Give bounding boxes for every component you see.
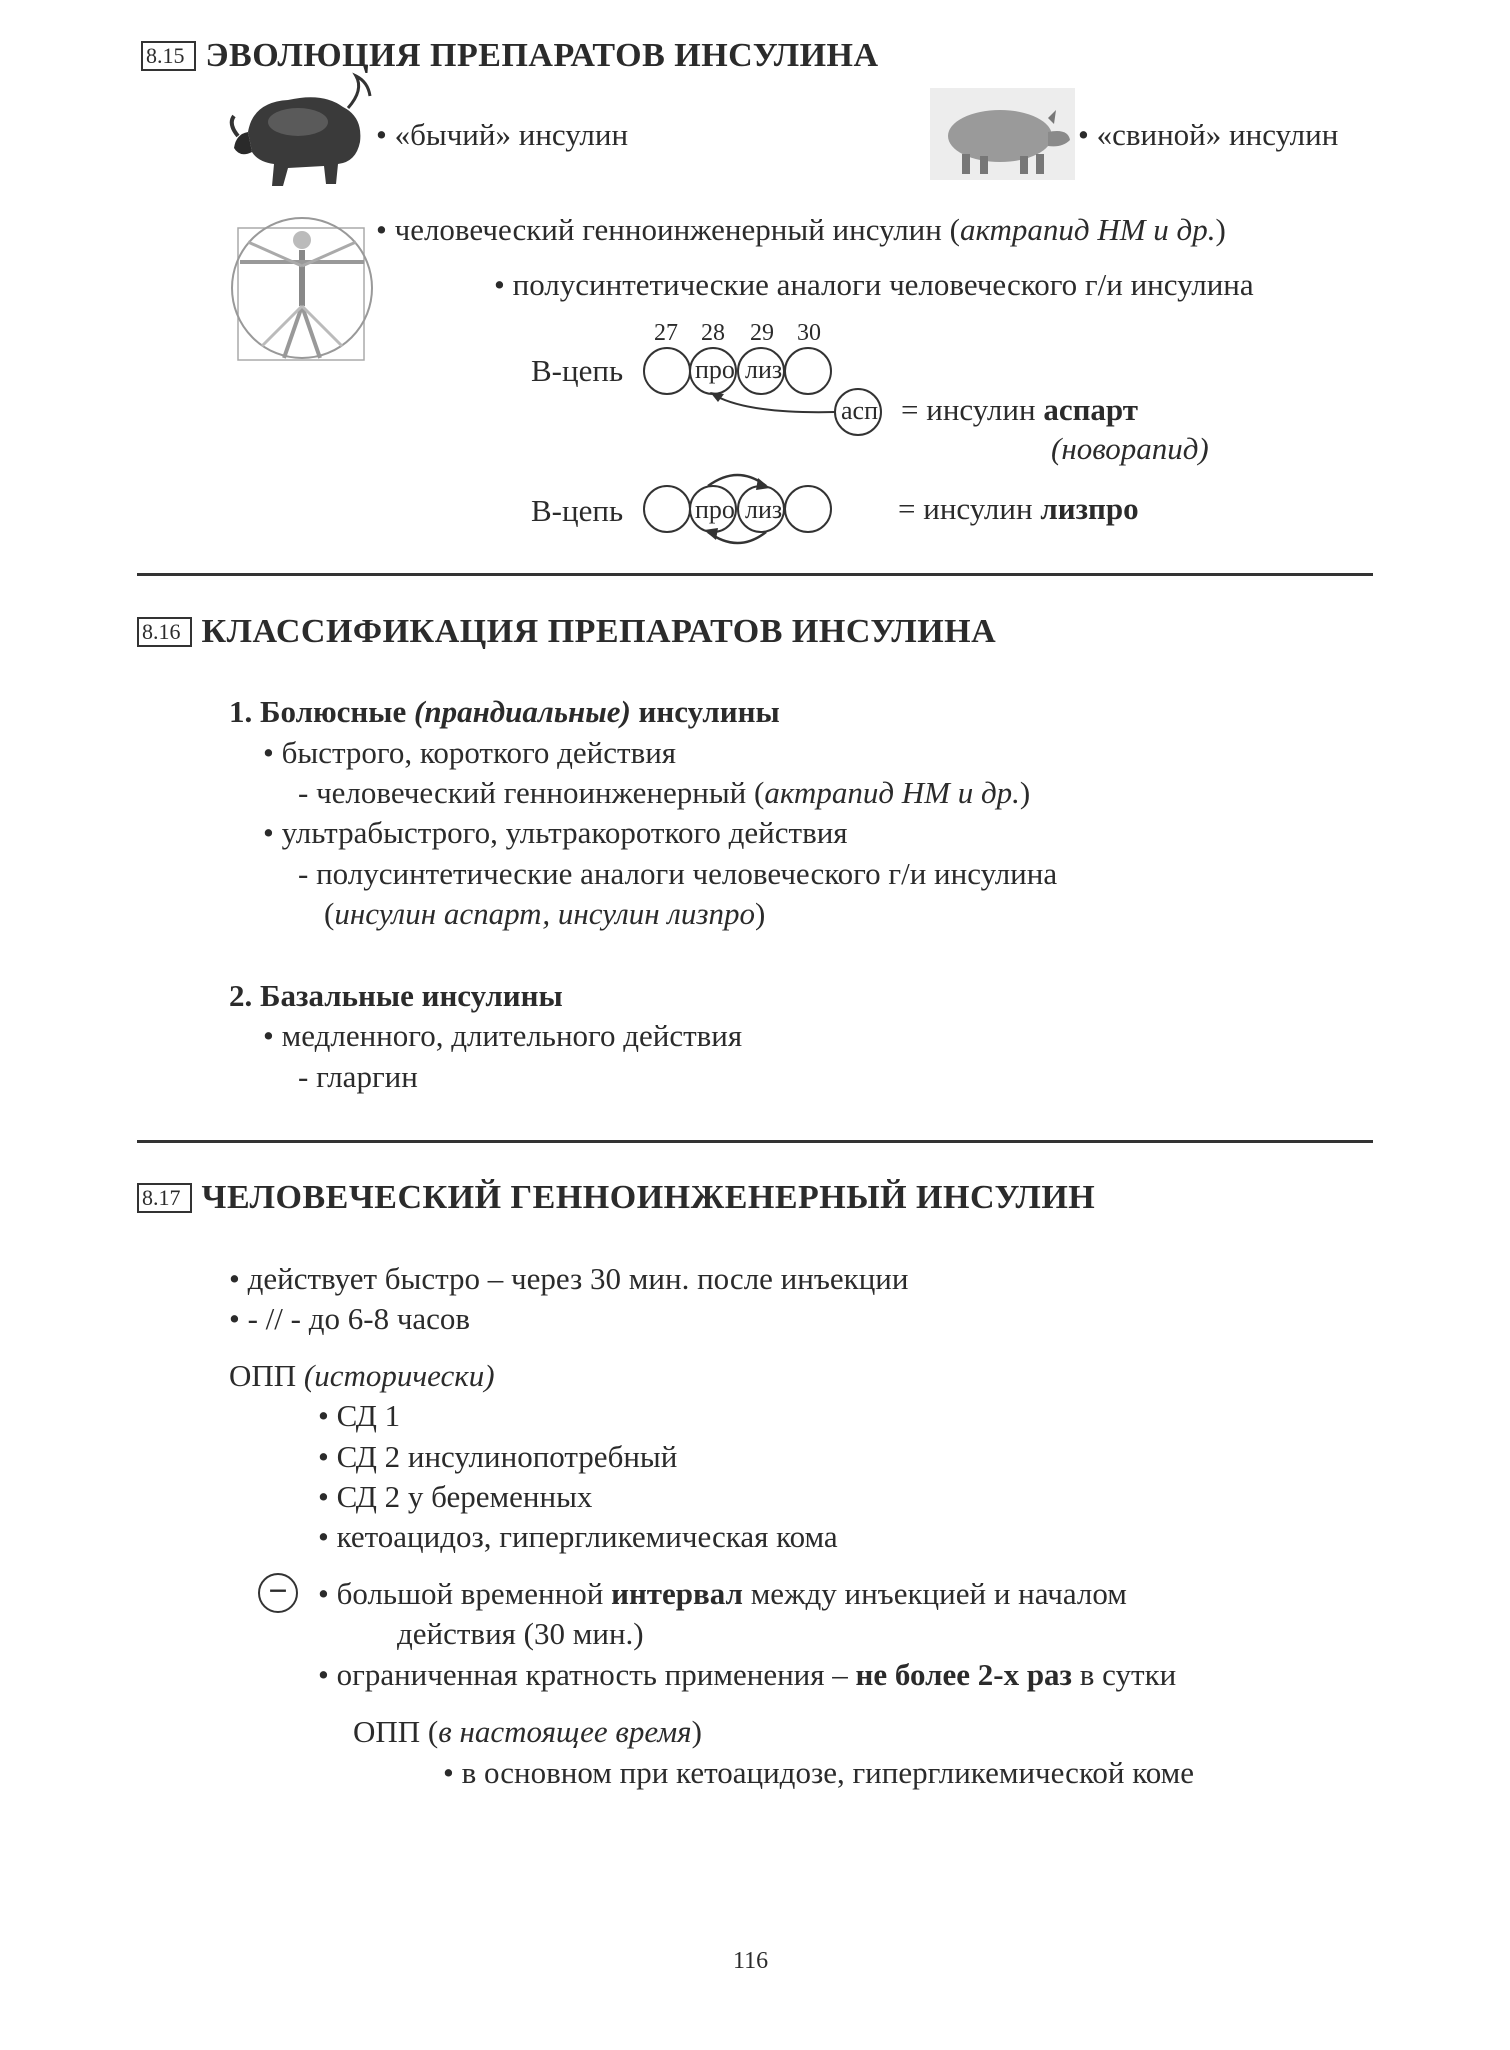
divider-1 (137, 573, 1373, 576)
vitruvian-man-image (228, 206, 376, 364)
residue-lys: лиз (745, 355, 783, 384)
residue-asp: асп (841, 396, 878, 425)
porcine-insulin: • «свиной» инсулин (1078, 117, 1339, 152)
section-8-17-heading (137, 1178, 1095, 1218)
basal-sub-1: - гларгин (298, 1059, 418, 1094)
section-title: КЛАССИФИКАЦИЯ ПРЕПАРАТОВ ИНСУЛИНА (201, 613, 997, 650)
b-chain-label-2: В-цепь (531, 493, 624, 528)
residue-pro: про (695, 355, 735, 384)
analogs-line: • полусинтетические аналоги человеческого г/и инсулина (494, 267, 1254, 302)
human-insulin: • человеческий генноинженерный инсулин (актрапид НМ и др.) (376, 212, 1226, 247)
bolus-sub-1: - человеческий генноинженерный (актрапид НМ и др.) (298, 775, 1031, 810)
section-number: 8.17 (137, 1183, 192, 1213)
bolus-heading: 1. Болюсные (прандиальные) инсулины (229, 694, 780, 729)
indications-current: ОПП (в настоящее время) (353, 1714, 702, 1749)
position-29: 29 (750, 320, 774, 346)
position-27: 27 (654, 320, 678, 346)
residue-lys-2: лиз (745, 495, 783, 524)
section-8-15-heading (141, 36, 879, 76)
position-28: 28 (701, 320, 725, 346)
indications-historical: ОПП (исторически) (229, 1358, 495, 1393)
bolus-sub-2: - полусинтетические аналоги человеческого г/и инсулина (298, 856, 1058, 891)
indication-current-1: • в основном при кетоацидозе, гипергликемической коме (443, 1755, 1195, 1790)
indication-4: • кетоацидоз, гипергликемическая кома (318, 1519, 838, 1554)
section-number: 8.16 (137, 617, 192, 647)
drawback-1: • большой временной интервал между инъекцией и началом (318, 1576, 1127, 1611)
novorapid: (новорапид) (1051, 431, 1209, 466)
bolus-sub-2-examples: (инсулин аспарт, инсулин лизпро) (324, 896, 766, 931)
indication-3: • СД 2 у беременных (318, 1479, 593, 1514)
b-chain-label-1: В-цепь (531, 353, 624, 388)
divider-2 (137, 1140, 1373, 1143)
action-onset: • действует быстро – через 30 мин. после инъекции (229, 1261, 909, 1296)
section-number: 8.15 (141, 41, 196, 71)
indication-2: • СД 2 инсулинопотребный (318, 1439, 678, 1474)
insulin-lispro: = инсулин лизпро (898, 491, 1139, 526)
position-30: 30 (797, 320, 821, 346)
residue-pro-2: про (695, 495, 735, 524)
minus-icon: − (258, 1573, 298, 1613)
page-number: 116 (733, 1948, 769, 1974)
section-title: ЭВОЛЮЦИЯ ПРЕПАРАТОВ ИНСУЛИНА (205, 37, 879, 74)
bovine-insulin: • «бычий» инсулин (376, 117, 629, 152)
bolus-item-1: • быстрого, короткого действия (263, 735, 677, 770)
drawback-2: • ограниченная кратность применения – не более 2-х раз в сутки (318, 1657, 1177, 1692)
basal-item-1: • медленного, длительного действия (263, 1018, 743, 1053)
bolus-item-2: • ультрабыстрого, ультракороткого действия (263, 815, 848, 850)
b-chain-lispro-diagram (640, 466, 840, 546)
drawback-1-cont: действия (30 мин.) (397, 1616, 644, 1651)
action-duration: • - // - до 6-8 часов (229, 1301, 471, 1336)
basal-heading: 2. Базальные инсулины (229, 978, 563, 1013)
section-8-16-heading (137, 612, 996, 652)
bull-image (228, 72, 378, 190)
pig-image (930, 88, 1075, 180)
section-title: ЧЕЛОВЕЧЕСКИЙ ГЕННОИНЖЕНЕРНЫЙ ИНСУЛИН (201, 1179, 1096, 1216)
indication-1: • СД 1 (318, 1398, 401, 1433)
insulin-aspart: = инсулин аспарт (901, 392, 1138, 427)
